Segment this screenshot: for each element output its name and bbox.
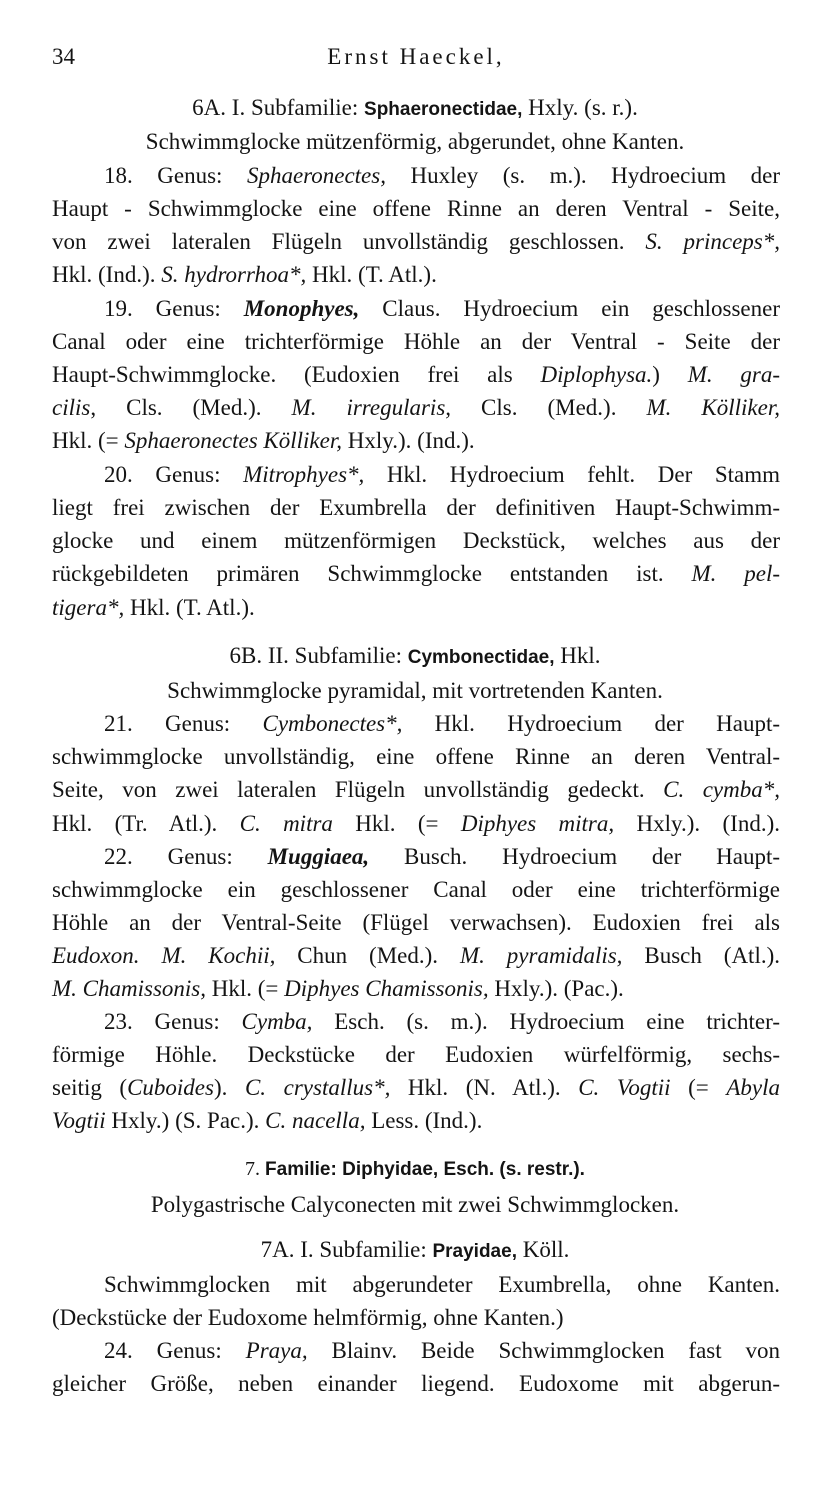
genus-19-line-1 — [52, 297, 780, 320]
heading-authority: Hkl. — [554, 643, 601, 668]
text-run — [140, 943, 162, 968]
species-name: M. pel- — [691, 561, 780, 586]
species-name: Sphaeronectes Kölliker, — [124, 428, 342, 453]
genus-name: Eudoxon. — [52, 943, 140, 968]
text-run: Hxly.) (S. Pac.). — [105, 1108, 266, 1133]
genus-20-line-5 — [52, 596, 255, 619]
genus-24-line-1 — [52, 1339, 780, 1362]
text-run: seitig ( — [52, 1075, 128, 1100]
text-run: (= — [670, 1075, 727, 1100]
text-run: Hkl. (Tr. Atl.). — [52, 811, 240, 836]
genus-name: Monophyes, — [243, 296, 360, 321]
genus-21-line-2: schwimmglocke unvollständig, eine offene Rinne an deren Ventral- — [52, 744, 780, 769]
text-run: Claus. Hydroecium ein geschlossener — [359, 296, 780, 321]
text-run: ). — [213, 1075, 245, 1100]
subfamily-heading-6a — [0, 96, 830, 119]
genus-20-line-1 — [52, 463, 780, 486]
genus-name: Cuboides — [127, 1075, 214, 1100]
text-run: Hxly.). (Pac.). — [488, 976, 624, 1001]
genus-19-line-3 — [52, 363, 780, 386]
text-run: Esch. (s. m.). Hydroecium eine trichter- — [312, 1009, 780, 1034]
subfamily-description-6b: Schwimmglocke pyramidal, mit vortretenden Kanten. — [167, 678, 663, 703]
text-run: Hkl. Hydroecium der Haupt- — [402, 711, 780, 736]
text-run: Hkl. (T. Atl.). — [124, 595, 255, 620]
text-run: Busch. Hydroecium der Haupt- — [369, 844, 780, 869]
species-name: M. irregularis, — [291, 395, 452, 420]
genus-22-line-1 — [52, 845, 780, 868]
text-run: rückgebildeten primären Schwimmglocke entstanden ist. — [52, 561, 692, 586]
genus-23-line-4 — [52, 1109, 482, 1132]
genus-number: 19. Genus: — [104, 296, 244, 321]
genus-20-line-4 — [52, 562, 780, 585]
text-run: Less. (Ind.). — [365, 1108, 483, 1133]
text-run: Blainv. Beide Schwimmglocken fast von — [307, 1338, 780, 1363]
page-number: 34 — [52, 44, 75, 69]
running-header — [52, 44, 780, 70]
species-name: M. Chamissonis, — [52, 976, 206, 1001]
text-run: , Cls. (Med.). — [90, 395, 292, 420]
family-heading-7 — [0, 1159, 830, 1179]
genus-23-line-1 — [52, 1010, 780, 1033]
text-run: Hkl. (= — [52, 428, 125, 453]
heading-prefix: 6B. II. Subfamilie: — [229, 643, 408, 668]
species-name: tigera*, — [52, 595, 125, 620]
genus-23-line-2: förmige Höhle. Deckstücke der Eudoxien würfelförmig, sechs- — [52, 1042, 780, 1067]
species-name: cilis — [52, 395, 91, 420]
text-run: ) — [652, 362, 688, 387]
heading-prefix: 6A. I. Subfamilie: — [192, 95, 365, 120]
genus-number: 21. Genus: — [104, 711, 263, 736]
family-name: Diphyidae, — [342, 1159, 439, 1180]
running-head-title: Ernst Haeckel, — [327, 44, 505, 69]
genus-name: Cymba, — [241, 1009, 313, 1034]
species-name: Diphyes Chamissonis, — [284, 976, 489, 1001]
species-name: C. cymba*, — [663, 777, 780, 802]
species-name: Diphyes mitra, — [460, 811, 615, 836]
text-run: Haupt-Schwimmglocke. (Eudoxien frei als — [52, 362, 541, 387]
text-run: Chun (Med.). — [275, 943, 460, 968]
text-run: von zwei lateralen Flügeln unvollständig geschlossen. — [52, 229, 646, 254]
subfamily-name: Sphaeronectidae, — [364, 99, 523, 120]
genus-20-line-3: glocke und einem mützenförmigen Deckstück, welches aus der — [52, 528, 780, 553]
genus-name: Sphaeronectes, — [246, 163, 386, 188]
subfamily-heading-7a — [0, 1238, 830, 1261]
subfamily-description-7a-line-2: (Deckstücke der Eudoxome helmförmig, ohne Kanten.) — [52, 1305, 564, 1330]
genus-21-line-3 — [52, 778, 780, 801]
genus-19-line-4 — [52, 396, 780, 419]
heading-prefix: 7. — [245, 1158, 266, 1180]
species-name: M. gra- — [687, 362, 780, 387]
genus-number: 23. Genus: — [104, 1009, 242, 1034]
genus-18-line-2: Haupt - Schwimmglocke eine offene Rinne an deren Ventral - Seite, — [52, 196, 780, 221]
genus-number: 20. Genus: — [104, 462, 244, 487]
text-run: Huxley (s. m.). Hydroecium der — [385, 163, 780, 188]
text-run: Hkl. (= — [206, 976, 285, 1001]
text-run: Hxly.). (Ind.). — [614, 811, 780, 836]
genus-22-line-4 — [52, 944, 780, 967]
genus-name: Praya, — [245, 1338, 308, 1363]
text-run: Cls. (Med.). — [451, 395, 647, 420]
genus-name: Abyla — [726, 1075, 780, 1100]
text-run: Seite, von zwei lateralen Flügeln unvollständig gedeckt. — [52, 777, 664, 802]
text-run: Hkl. (= — [332, 811, 461, 836]
species-name: C. crystallus*, — [244, 1075, 391, 1100]
genus-name: Muggiaea, — [267, 844, 370, 869]
genus-number: 22. Genus: — [104, 844, 268, 869]
species-name: M. Kochii, — [161, 943, 276, 968]
genus-21-line-1 — [52, 712, 780, 735]
genus-name: Mitrophyes*, — [243, 462, 365, 487]
genus-23-line-3 — [52, 1076, 780, 1099]
species-name: C. mitra — [239, 811, 333, 836]
species-name: S. hydrorrhoa*, — [161, 262, 307, 287]
text-run: Hkl. Hydroecium fehlt. Der Stamm — [364, 462, 780, 487]
genus-19-line-5 — [52, 429, 475, 452]
family-description-7: Polygastrische Calyconecten mit zwei Schwimmglocken. — [150, 1192, 680, 1217]
genus-18-line-3 — [52, 230, 780, 253]
species-name: C. nacella, — [265, 1108, 366, 1133]
genus-name: Cymbonectes*, — [262, 711, 403, 736]
species-name: Vogtii — [52, 1108, 106, 1133]
species-name: C. Vogtii — [578, 1075, 671, 1100]
heading-authority: Hxly. (s. r.). — [522, 95, 638, 120]
genus-22-line-3: Höhle an der Ventral-Seite (Flügel verwachsen). Eudoxien frei als — [52, 910, 780, 935]
subfamily-description-7a-line-1: Schwimmglocken mit abgerundeter Exumbrella, ohne Kanten. — [104, 1272, 780, 1297]
genus-number: 18. Genus: — [104, 163, 247, 188]
species-name: M. pyramidalis, — [459, 943, 623, 968]
subfamily-name: Cymbonectidae, — [407, 647, 555, 668]
text-run: Busch (Atl.). — [622, 943, 780, 968]
genus-21-line-4 — [52, 812, 780, 835]
genus-20-line-2: liegt frei zwischen der Exumbrella der definitiven Haupt-Schwimm- — [52, 495, 780, 520]
heading-authority: Esch. (s. restr.). — [438, 1159, 585, 1180]
heading-label: Familie: — [265, 1159, 343, 1180]
subfamily-heading-6b — [0, 644, 830, 667]
genus-19-line-2: Canal oder eine trichterförmige Höhle an der Ventral - Seite der — [52, 329, 780, 354]
genus-22-line-2: schwimmglocke ein geschlossener Canal oder eine trichterförmige — [52, 877, 780, 902]
text-run: Hkl. (N. Atl.). — [390, 1075, 579, 1100]
genus-24-line-2: gleicher Größe, neben einander liegend. Eudoxome mit abgerun- — [52, 1371, 780, 1396]
species-name: S. princeps*, — [645, 229, 780, 254]
species-name: M. Kölliker, — [646, 395, 780, 420]
text-run: Hxly.). (Ind.). — [342, 428, 475, 453]
subfamily-name: Prayidae, — [432, 1241, 517, 1262]
genus-18-line-4 — [52, 263, 437, 286]
genus-22-line-5 — [52, 977, 624, 1000]
genus-number: 24. Genus: — [104, 1338, 246, 1363]
heading-prefix: 7A. I. Subfamilie: — [260, 1237, 433, 1262]
heading-authority: Köll. — [516, 1237, 570, 1262]
text-run: Hkl. (Ind.). — [52, 262, 162, 287]
subfamily-description-6a: Schwimmglocke mützenförmig, abgerundet, ohne Kanten. — [145, 129, 685, 154]
genus-name: Diplophysa. — [540, 362, 653, 387]
genus-18-line-1 — [52, 164, 780, 187]
text-run: Hkl. (T. Atl.). — [306, 262, 437, 287]
